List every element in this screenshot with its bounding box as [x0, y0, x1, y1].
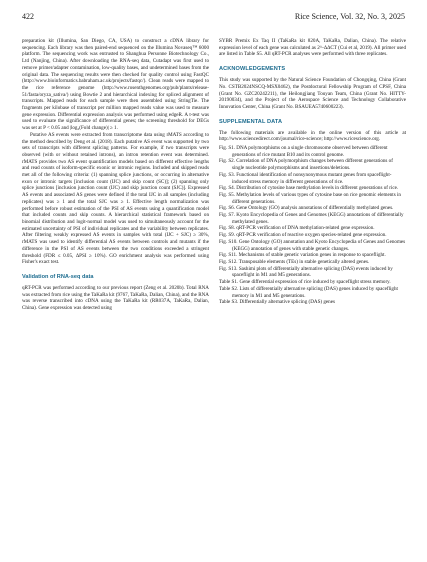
section-heading: Validation of RNA-seq data: [22, 273, 94, 280]
supplemental-item: Fig. S4. Distribution of cytosine base methylation levels in different generations of rice.: [219, 185, 399, 192]
right-column: [219, 38, 406, 306]
supplemental-item: Fig. S9. qRT-PCR verification of reactive oxygen species-related gene expression.: [219, 232, 387, 239]
supplemental-item: Fig. S8. qRT-PCR verification of DNA methylation-related gene expression.: [219, 225, 375, 232]
supplemental-item: Fig. S3. Functional identification of nonsynonymous mutant genes from spaceflight-induced stress memory in different generations of rice.: [219, 171, 392, 185]
body-paragraph: Putative AS events were extracted from transcriptome data using rMATS according to the method described by Deng et al. (2018). Each putative AS event was supported by two sets of transcripts with different splicing patterns. For example, if two transcripts were observed (with or without retained introns), an intron retention event was determined. rMATS provides two AS event quantification models based on different effective lengths and read counts of isoform-specific exonic or intronic regions. Included and skipped reads met all of the following criteria: (1) spanning splice junctions, or occurring in alternative exon or intronic targets [inclusion count (IJC) and skip count (SC)]; (2) spanning only splice junctions [inclusion junction count (IJC) and skip junction count (SJC)]. Expressed AS events and associated AS genes were defined if the total IJC in all samples (including replicates) was ≥ 1 and the total SJC was ≥ 1. Effective length normalization was performed before robust estimation of the PSI of AS events using a quantification model that included counts and skip counts. A hierarchical statistical framework based on binomial distribution and logit-normal model was used to simultaneously account for the estimated uncertainty of PSI of individual replicates and the variability between replicates. After filtering weakly expressed AS events in samples with total (IJC + SJC) ≥ 30%, rMATS was used to identify differential AS events between controls and mutants if the difference in the PSI of AS events between the two conditions exceeded a stringent threshold (FDR ≤ 0.05, ΔPSI ≥ 10%). GO enrichment analysis was performed using Fisher's exact test.: [22, 131, 209, 266]
supplemental-item: Table S3. Differentially alternative splicing (DAS) genes: [219, 299, 335, 306]
page-header: [22, 12, 405, 24]
journal-citation: Rice Science, Vol. 32, No. 3, 2025: [294, 12, 405, 21]
acknowledgements-paragraph: This study was supported by the Natural Science Foundation of Chongqing, China (Grant No. CSTB2024NSCQ-MSX0462), the Postdoctoral Fellowship Program of CPSF, China (Grant No. GZC20242211), the Heilongjiang Touyan Team, China (Grant No. HITTY-20190034), and the Project of the Aerospace Science and Technology Collaborative Innovation Center, China (Grant No. BSAUEA5740600223).: [219, 77, 406, 110]
supplemental-item: Table S1. Gene differential expression of rice induced by spaceflight stress memory.: [219, 279, 391, 286]
supplemental-item: Fig. S11. Mechanisms of stable genetic variation genes in response to spaceflight.: [219, 252, 386, 259]
supplemental-item: Fig. S1. DNA polymorphisms on a single chromosome observed between different generations of rice mutant B10 and its control genome.: [219, 145, 388, 158]
supplemental-data-heading: SUPPLEMENTAL DATA: [219, 118, 283, 125]
acknowledgements-heading: ACKNOWLEDGEMENTS: [219, 66, 286, 73]
supplemental-list: [219, 145, 406, 306]
page-number: 422: [22, 12, 34, 21]
left-column: [22, 38, 209, 312]
supplemental-item: Fig. S5. Methylation levels of various types of cytosine base on rice genomic elements in different generations.: [219, 191, 401, 205]
supplemental-item: Fig. S6. Gene Ontology (GO) analysis annotations of differentially methylated genes.: [219, 205, 394, 212]
supplemental-intro: The following materials are available in the online version of this article at http://www.sciencedirect.com/journal/rice-science; http://www.ricescience.org.: [219, 129, 406, 143]
body-paragraph: preparation kit (Illumina, San Diego, CA, USA) to construct a cDNA library for sequencing. Each library was then paired-end sequenced on the Illumina Novaseq™ 6000 platform. The sequencing work was entrusted to Shanghua Personne Biotechnology Co., Ltd (Nanjing, China). After downloading the RNA-seq data, Cutadapt was first used to remove primer/adapter contamination, low-quality bases, and undetermined bases from the original data. The sequencing results were then checked for quality control using FastQC (http://www.bioinformatics.babraham.ac.uk/projects/fastqc/). Clean reads were mapped to the rice reference genome (http://www.rosenthgenomes.org/pub/plants/release-51/fasta/oryza_sativa/) using Bowtie 2 and hierarchical indexing for spliced alignment of transcripts. Mapped reads for each sample were then assembled using StringTie. The fragments per kilobase of transcript per million mapped reads value was used to measure gene expression. Differential expression analysis was performed using edgeR. A t-test was used to evaluate the significance of differential genes; the screening threshold for DEGs was set at P < 0.05 and |log₂(Fold change)| ≥ 1.: [22, 38, 209, 132]
supplemental-item: Fig. S13. Sashimi plots of differentially alternative splicing (DAS) events induced by spaceflight in M1 and M5 generations.: [219, 265, 393, 279]
supplemental-item: Fig. S10. Gene Ontology (GO) annotation and Kyoto Encyclopedia of Genes and Genomes (KEGG) annotation of genes with stable genetic changes.: [219, 238, 406, 252]
supplemental-item: Fig. S2. Correlation of DNA polymorphism changes between different generations of single nucleotide polymorphisms and insertions/deletions.: [219, 158, 393, 172]
body-paragraph: qRT-PCR was performed according to our previous report (Zeng et al. 2020b). Total RNA was extracted from rice using the TaKaRa kit (9767, TaKaRa, Dalian, China), and the RNA was reverse transcribed into cDNA using the TaKaRa kit (RR037A, TaKaRa, Dalian, China). Gene expression was detected using: [22, 284, 209, 312]
body-paragraph: SYBR Premix Ex Taq II (TaKaRa kit 820A, TaKaRa, Dalian, China). The relative expression level of each gene was calculated as 2^-ΔΔCT (Cui et al, 2019). All primer used are listed in Table S5. All qRT-PCR analyses were performed with three replicates.: [219, 38, 406, 58]
supplemental-item: Table S2. Lists of differentially alternative splicing (DAS) genes induced by spaceflight memory in M1 and M5 generations.: [219, 285, 398, 299]
supplemental-item: Fig. S7. Kyoto Encyclopedia of Genes and Genomes (KEGG) annotations of differentially methylated genes.: [219, 212, 404, 225]
supplemental-item: Fig. S12. Transposable elements (TEs) in stable genetically altered genes.: [219, 258, 370, 265]
